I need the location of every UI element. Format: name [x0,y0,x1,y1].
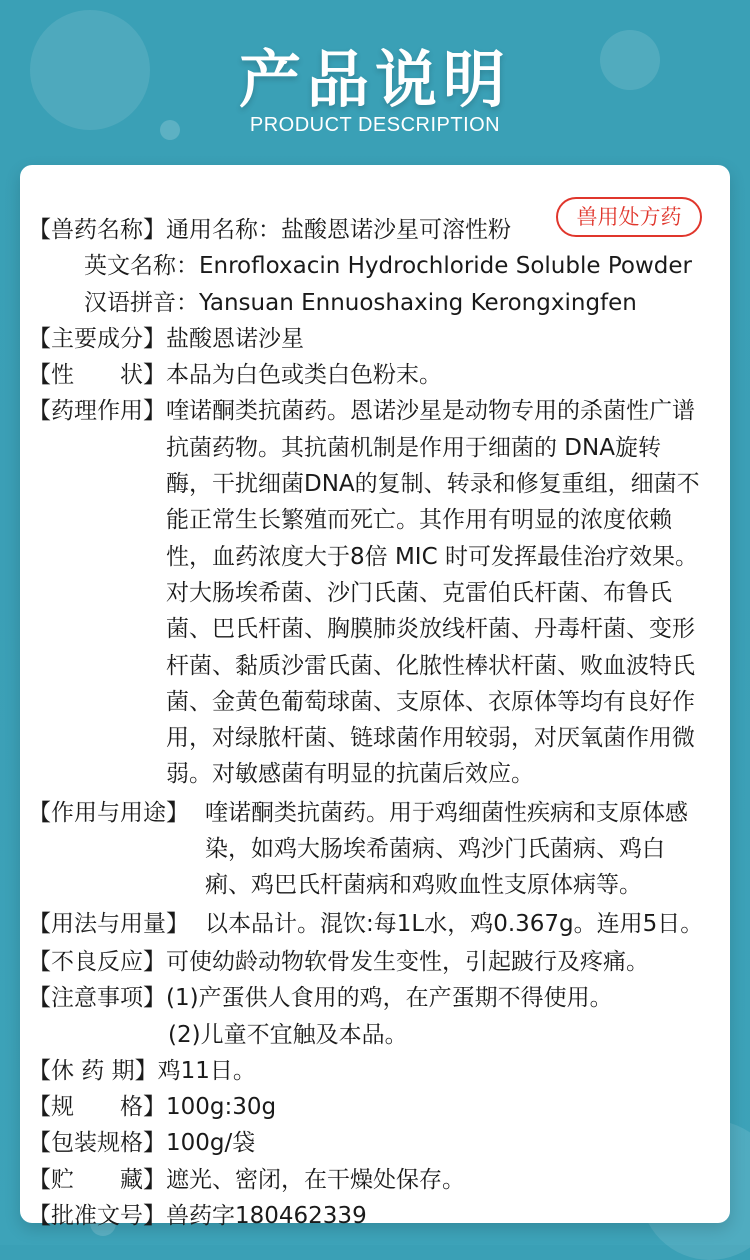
indications-label: 【作用与用途】 [28,799,189,826]
approval-row [28,1198,718,1234]
dosage-value: 以本品计。混饮:每1L水，鸡0.367g。连用5日。 [205,910,704,937]
pharmacology-row [28,393,718,792]
precaution-item-1: (1)产蛋供人食用的鸡，在产蛋期不得使用。 [166,985,613,1012]
ingredient-value: 盐酸恩诺沙星 [166,325,304,352]
prescription-badge: 兽用处方药 [556,197,702,237]
precautions-label: 【注意事项】 [28,985,166,1012]
generic-name: 通用名称：盐酸恩诺沙星可溶性粉 [166,217,511,243]
spec-value: 100g:30g [166,1094,277,1121]
indications-value: 喹诺酮类抗菌药。用于鸡细菌性疾病和支原体感染，如鸡大肠埃希菌病、鸡沙门氏菌病、鸡白痢、鸡巴氏杆菌病和鸡败血性支原体病等。 [205,799,688,899]
page-subtitle: PRODUCT DESCRIPTION [249,114,501,136]
storage-label: 【贮 藏】 [28,1166,166,1193]
english-name: 英文名称：Enrofloxacin Hydrochloride Soluble Powder [84,253,692,280]
approval-value: 兽药字180462339 [166,1203,367,1230]
precautions-row [28,980,718,1016]
description-content [28,212,718,1234]
precaution-item-2: (2)儿童不宜触及本品。 [168,1021,408,1048]
indications-row [28,795,718,904]
vet-name-row [28,212,718,248]
pharmacology-value: 喹诺酮类抗菌药。恩诺沙星是动物专用的杀菌性广谱抗菌药物。其抗菌机制是作用于细菌的 DNA旋转酶，干扰细菌DNA的复制、转录和修复重组，细菌不能正常生长繁殖而死亡。其作用有明显的浓度依赖性，血药浓度大于8倍 MIC 时可发挥最佳治疗效果。对大肠埃希菌、沙门氏菌、克雷伯氏杆菌、布鲁氏菌、巴氏杆菌、胸膜肺炎放线杆菌、丹毒杆菌、变形杆菌、黏质沙雷氏菌、化脓性棒状杆菌、败血波特氏菌、金黄色葡萄球菌、支原体、衣原体等均有良好作用，对绿脓杆菌、链球菌作用较弱，对厌氧菌作用微弱。对敏感菌有明显的抗菌后效应。 [166,398,700,788]
adverse-label: 【不良反应】 [28,948,166,975]
withdrawal-value: 鸡11日。 [157,1057,256,1084]
dosage-row [28,906,718,942]
ingredient-row [28,321,718,357]
approval-label: 【批准文号】 [28,1203,166,1230]
package-row [28,1125,718,1161]
pharmacology-label: 【药理作用】 [28,398,166,425]
spec-row [28,1089,718,1125]
pinyin-name: 汉语拼音：Yansuan Ennuoshaxing Kerongxingfen [84,289,637,316]
spec-label: 【规 格】 [28,1094,166,1121]
storage-value: 遮光、密闭，在干燥处保存。 [166,1166,465,1193]
withdrawal-label: 【休 药 期】 [28,1057,158,1084]
package-value: 100g/袋 [166,1130,256,1157]
withdrawal-row [28,1053,718,1089]
adverse-row [28,944,718,980]
package-label: 【包装规格】 [28,1130,166,1157]
page-title: 产品说明 [238,43,511,116]
dosage-label: 【用法与用量】 [28,910,189,937]
storage-row [28,1162,718,1198]
appearance-label: 【性 状】 [28,362,166,389]
vet-name-label: 【兽药名称】 [28,217,166,243]
appearance-value: 本品为白色或类白色粉末。 [166,362,442,389]
appearance-row [28,357,718,393]
ingredient-label: 【主要成分】 [28,325,166,352]
adverse-value: 可使幼龄动物软骨发生变性，引起跛行及疼痛。 [166,948,649,975]
